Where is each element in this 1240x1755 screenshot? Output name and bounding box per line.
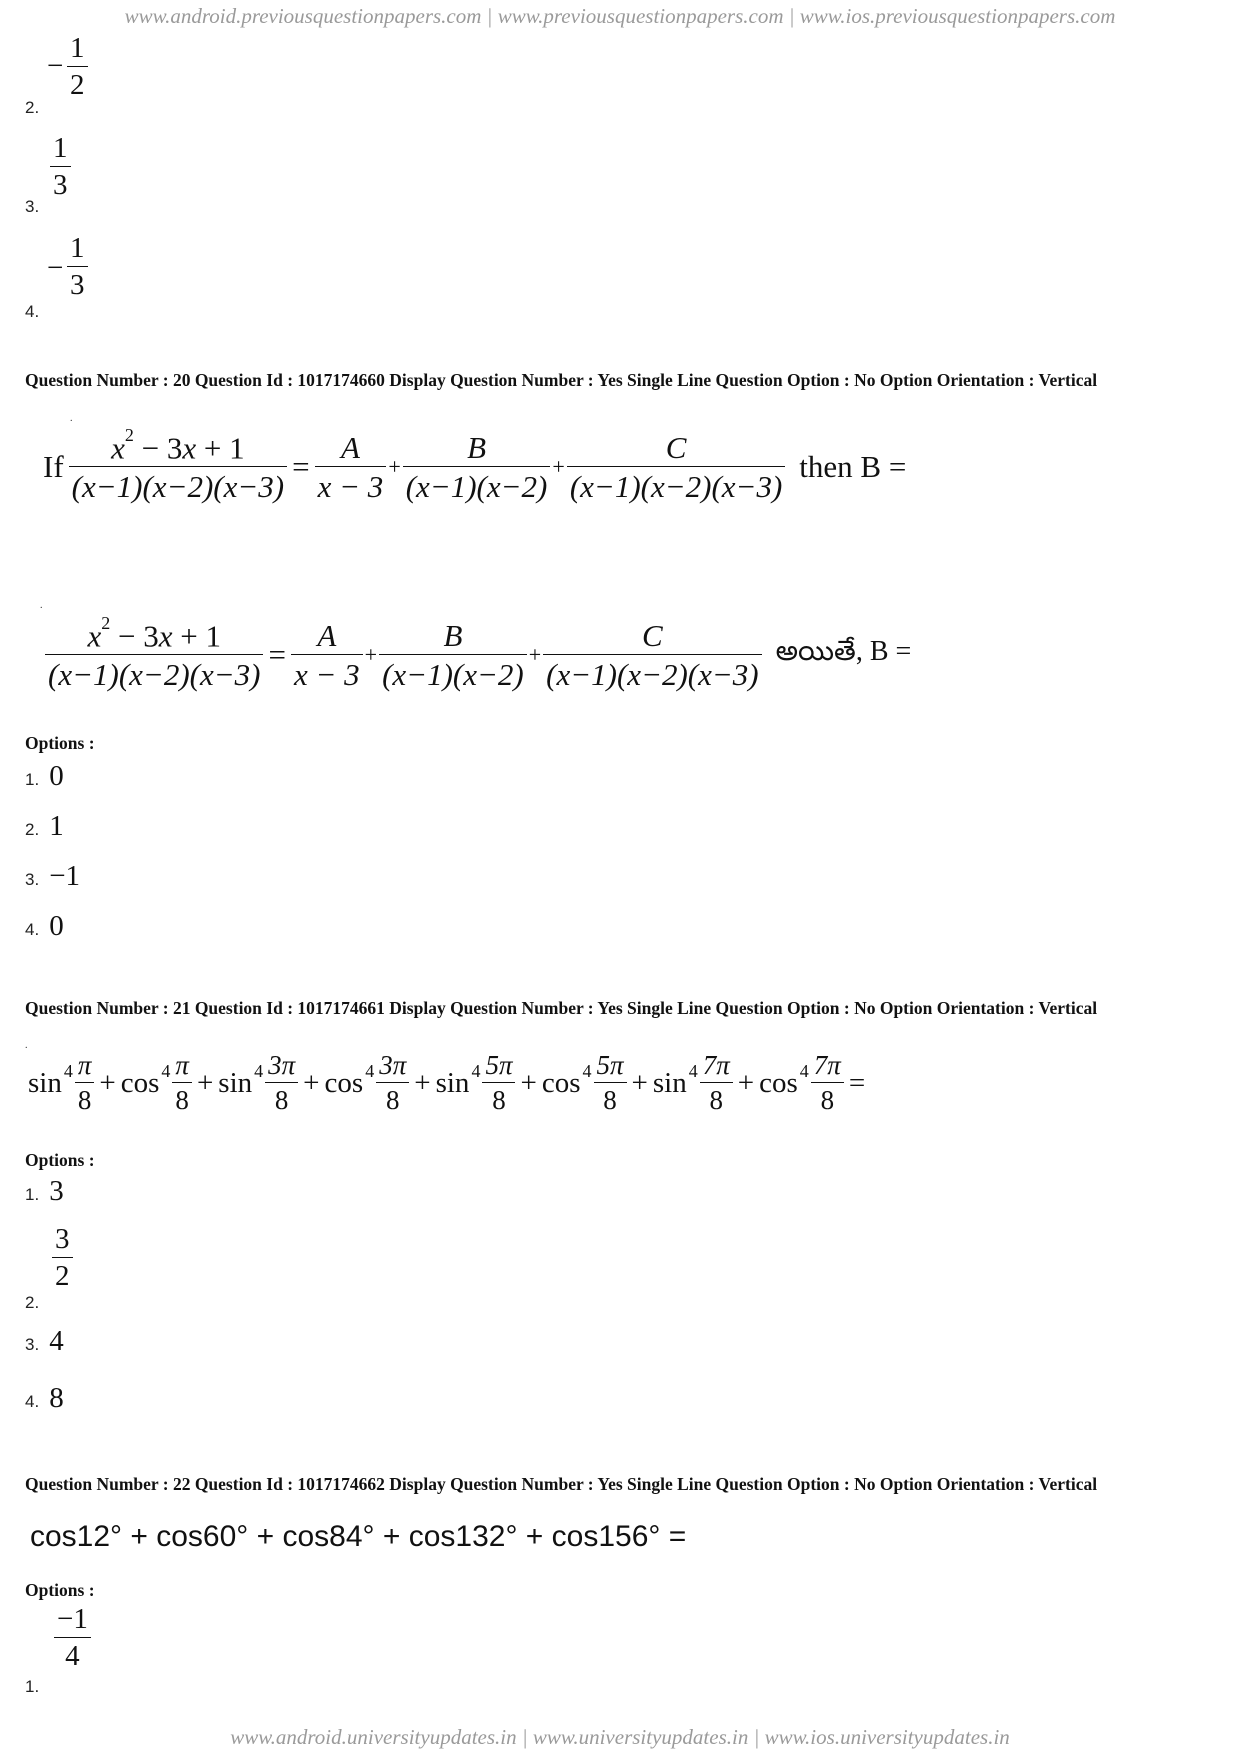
prev-option-3: [25, 130, 165, 220]
denominator: 8: [492, 1085, 506, 1115]
power: 4: [582, 1060, 592, 1081]
denominator: 8: [820, 1085, 835, 1115]
c-fraction: [567, 430, 785, 505]
option-number: 3.: [25, 1335, 40, 1354]
fraction-bar: [69, 466, 287, 467]
angle-fraction: [265, 1052, 298, 1114]
equals-sign: =: [268, 637, 286, 673]
option-number: 3.: [25, 197, 40, 216]
equals-sign: =: [292, 449, 310, 485]
trig-term: [28, 1052, 94, 1114]
angle-fraction: [482, 1052, 515, 1114]
question-21-expression: [28, 1052, 870, 1114]
c-numerator: C: [642, 618, 663, 654]
option-value: 4: [49, 1325, 64, 1357]
fraction-bar: [67, 266, 88, 267]
option-value: 8: [49, 1382, 64, 1414]
fraction-bar: [54, 1637, 91, 1638]
fraction-bar: [172, 1082, 192, 1083]
fraction-bar: [265, 1082, 298, 1083]
power: 4: [254, 1060, 264, 1081]
a-numerator: A: [341, 430, 360, 466]
c-numerator: C: [665, 430, 687, 466]
b-fraction: [403, 430, 551, 505]
numerator: 1: [53, 132, 68, 164]
function-name: sin: [435, 1066, 470, 1099]
trig-term: [759, 1052, 844, 1114]
prev-option-4: [25, 230, 165, 320]
fraction-bar: [67, 66, 88, 67]
fraction-bar: [379, 654, 527, 655]
b-numerator: B: [467, 430, 487, 466]
function-name: sin: [652, 1066, 687, 1099]
numerator: 7π: [702, 1050, 730, 1080]
lhs-fraction: [69, 425, 287, 505]
option-number: 2.: [25, 98, 40, 117]
then-text: then B =: [799, 449, 907, 485]
options-label: Options :: [25, 1150, 95, 1170]
option-number: 1.: [25, 770, 40, 789]
function-name: sin: [218, 1066, 253, 1099]
fraction-bar: [291, 654, 363, 655]
lhs-fraction: [45, 613, 263, 693]
function-name: sin: [28, 1066, 62, 1099]
b-denominator: (x−1)(x−2): [382, 657, 524, 693]
option-value: 0: [49, 760, 64, 792]
denominator: 3: [70, 269, 85, 301]
denominator: 2: [55, 1260, 70, 1292]
option-number: 2.: [25, 820, 40, 839]
plus-sign: +: [631, 1066, 648, 1099]
fraction: [67, 234, 88, 300]
power: 4: [63, 1060, 73, 1081]
numerator: π: [175, 1050, 189, 1080]
q21-option-2: [25, 1225, 145, 1315]
power: 4: [471, 1060, 481, 1081]
watermark-bottom: www.android.universityupdates.in | www.universityupdates.in | www.ios.universityupdates.in: [230, 1725, 1010, 1749]
function-name: cos: [120, 1066, 160, 1099]
option-number: 1.: [25, 1185, 40, 1204]
fraction-bar: [594, 1082, 627, 1083]
angle-fraction: [811, 1052, 844, 1114]
minus-sign: −: [47, 252, 64, 284]
fraction-bar: [45, 654, 263, 655]
fraction-bar: [52, 1257, 73, 1258]
trig-term: [436, 1052, 516, 1114]
numerator: 3π: [379, 1050, 407, 1080]
q21-option-1: [25, 1175, 64, 1208]
fraction-bar: [567, 466, 785, 467]
telugu-then-text: అయితే, B =: [775, 636, 912, 668]
stray-dot: .: [70, 413, 73, 424]
lhs-denominator: (x−1)(x−2)(x−3): [48, 657, 261, 693]
plus-sign: +: [414, 1066, 431, 1099]
if-text: If: [43, 449, 64, 485]
lhs-numerator: $x^2 - 3x + 1$: [111, 425, 245, 466]
numerator: 7π: [813, 1050, 841, 1080]
numerator: 5π: [596, 1050, 624, 1080]
option-number: 4.: [25, 920, 40, 939]
fraction-bar: [315, 466, 387, 467]
option-number: 4.: [25, 302, 40, 321]
a-denominator: x − 3: [293, 657, 360, 693]
q20-option-1: [25, 760, 64, 793]
q20-option-2: [25, 810, 64, 843]
fraction-bar: [700, 1082, 733, 1083]
numerator: 5π: [485, 1050, 513, 1080]
a-fraction: [291, 618, 363, 693]
function-name: cos: [541, 1066, 581, 1099]
c-fraction: [543, 618, 761, 693]
option-value: −1: [49, 860, 81, 892]
option-number: 4.: [25, 1392, 40, 1411]
fraction: [50, 134, 71, 200]
fraction-bar: [403, 466, 551, 467]
lhs-denominator: (x−1)(x−2)(x−3): [71, 469, 285, 505]
denominator: 8: [77, 1085, 92, 1115]
question-20-english-equation: [38, 425, 911, 505]
question-20-header: Question Number : 20 Question Id : 1017174660 Display Question Number : Yes Single Line Question Option : No Option Orientation : Vertical: [25, 370, 1098, 390]
numerator: 3π: [268, 1050, 296, 1080]
denominator: 4: [65, 1640, 80, 1672]
plus-sign: +: [99, 1066, 116, 1099]
trig-term: [542, 1052, 627, 1114]
denominator: 8: [385, 1085, 400, 1115]
denominator: 3: [53, 169, 68, 201]
question-20-telugu-equation: [45, 613, 916, 693]
option-number: 3.: [25, 870, 40, 889]
fraction-bar: [50, 166, 71, 167]
plus-sign: +: [388, 454, 401, 480]
numerator: 1: [70, 232, 85, 264]
q21-option-4: [25, 1382, 64, 1415]
plus-sign: +: [737, 1066, 755, 1099]
q20-option-3: [25, 860, 80, 893]
fraction-bar: [543, 654, 761, 655]
equals-sign: =: [848, 1066, 866, 1099]
plus-sign: +: [303, 1066, 320, 1099]
angle-fraction: [172, 1052, 192, 1114]
function-name: cos: [324, 1066, 364, 1099]
fraction: [52, 1225, 73, 1291]
q21-option-3: [25, 1325, 64, 1358]
c-denominator: (x−1)(x−2)(x−3): [569, 469, 783, 505]
stray-dot: .: [40, 600, 43, 611]
option-value: 3: [49, 1175, 64, 1207]
plus-sign: +: [552, 454, 565, 480]
question-21-header: Question Number : 21 Question Id : 1017174661 Display Question Number : Yes Single Line Question Option : No Option Orientation : Vertical: [25, 998, 1098, 1018]
b-numerator: B: [443, 618, 463, 654]
stray-dot: .: [25, 1040, 28, 1051]
trig-term: [325, 1052, 410, 1114]
fraction-bar: [75, 1082, 95, 1083]
q20-option-4: [25, 910, 64, 943]
options-label: Options :: [25, 733, 95, 753]
denominator: 8: [603, 1085, 617, 1115]
a-denominator: x − 3: [317, 469, 384, 505]
denominator: 8: [274, 1085, 289, 1115]
question-22-header: Question Number : 22 Question Id : 1017174662 Display Question Number : Yes Single Line Question Option : No Option Orientation : Vertical: [25, 1474, 1098, 1494]
fraction-bar: [811, 1082, 844, 1083]
power: 4: [799, 1060, 809, 1081]
numerator: −1: [57, 1603, 88, 1635]
fraction-bar: [376, 1082, 409, 1083]
watermark-top: www.android.previousquestionpapers.com | www.previousquestionpapers.com | www.ios.previousquestionpapers.com: [124, 4, 1116, 28]
denominator: 8: [709, 1085, 723, 1115]
power: 4: [688, 1060, 698, 1081]
numerator: 1: [70, 32, 85, 64]
function-name: cos: [759, 1066, 798, 1099]
lhs-numerator: $x^2 - 3x + 1$: [87, 613, 221, 654]
a-fraction: [315, 430, 387, 505]
numerator: 3: [55, 1223, 70, 1255]
prev-option-2: [25, 30, 165, 120]
angle-fraction: [594, 1052, 627, 1114]
plus-sign: +: [196, 1066, 214, 1099]
trig-term: [218, 1052, 298, 1114]
question-22-expression: cos12° + cos60° + cos84° + cos132° + cos156° =: [30, 1520, 687, 1553]
b-denominator: (x−1)(x−2): [405, 469, 548, 505]
a-numerator: A: [317, 618, 337, 654]
fraction-bar: [482, 1082, 515, 1083]
plus-sign: +: [364, 642, 378, 668]
option-number: 1.: [25, 1677, 40, 1696]
denominator: 2: [70, 69, 85, 101]
minus-sign: −: [47, 50, 64, 82]
plus-sign: +: [520, 1066, 537, 1099]
option-number: 2.: [25, 1293, 40, 1312]
angle-fraction: [700, 1052, 733, 1114]
options-label: Options :: [25, 1580, 95, 1600]
b-fraction: [379, 618, 527, 693]
numerator: π: [77, 1050, 92, 1080]
c-denominator: (x−1)(x−2)(x−3): [546, 657, 759, 693]
q22-option-1: [25, 1605, 145, 1700]
power: 4: [365, 1060, 375, 1081]
denominator: 8: [175, 1085, 189, 1115]
power: 4: [161, 1060, 171, 1081]
trig-term: [121, 1052, 192, 1114]
option-value: 0: [49, 910, 64, 942]
plus-sign: +: [528, 642, 542, 668]
angle-fraction: [376, 1052, 409, 1114]
trig-term: [653, 1052, 733, 1114]
fraction: [67, 34, 88, 100]
option-value: 1: [49, 810, 64, 842]
angle-fraction: [75, 1052, 95, 1114]
fraction: [54, 1605, 91, 1671]
